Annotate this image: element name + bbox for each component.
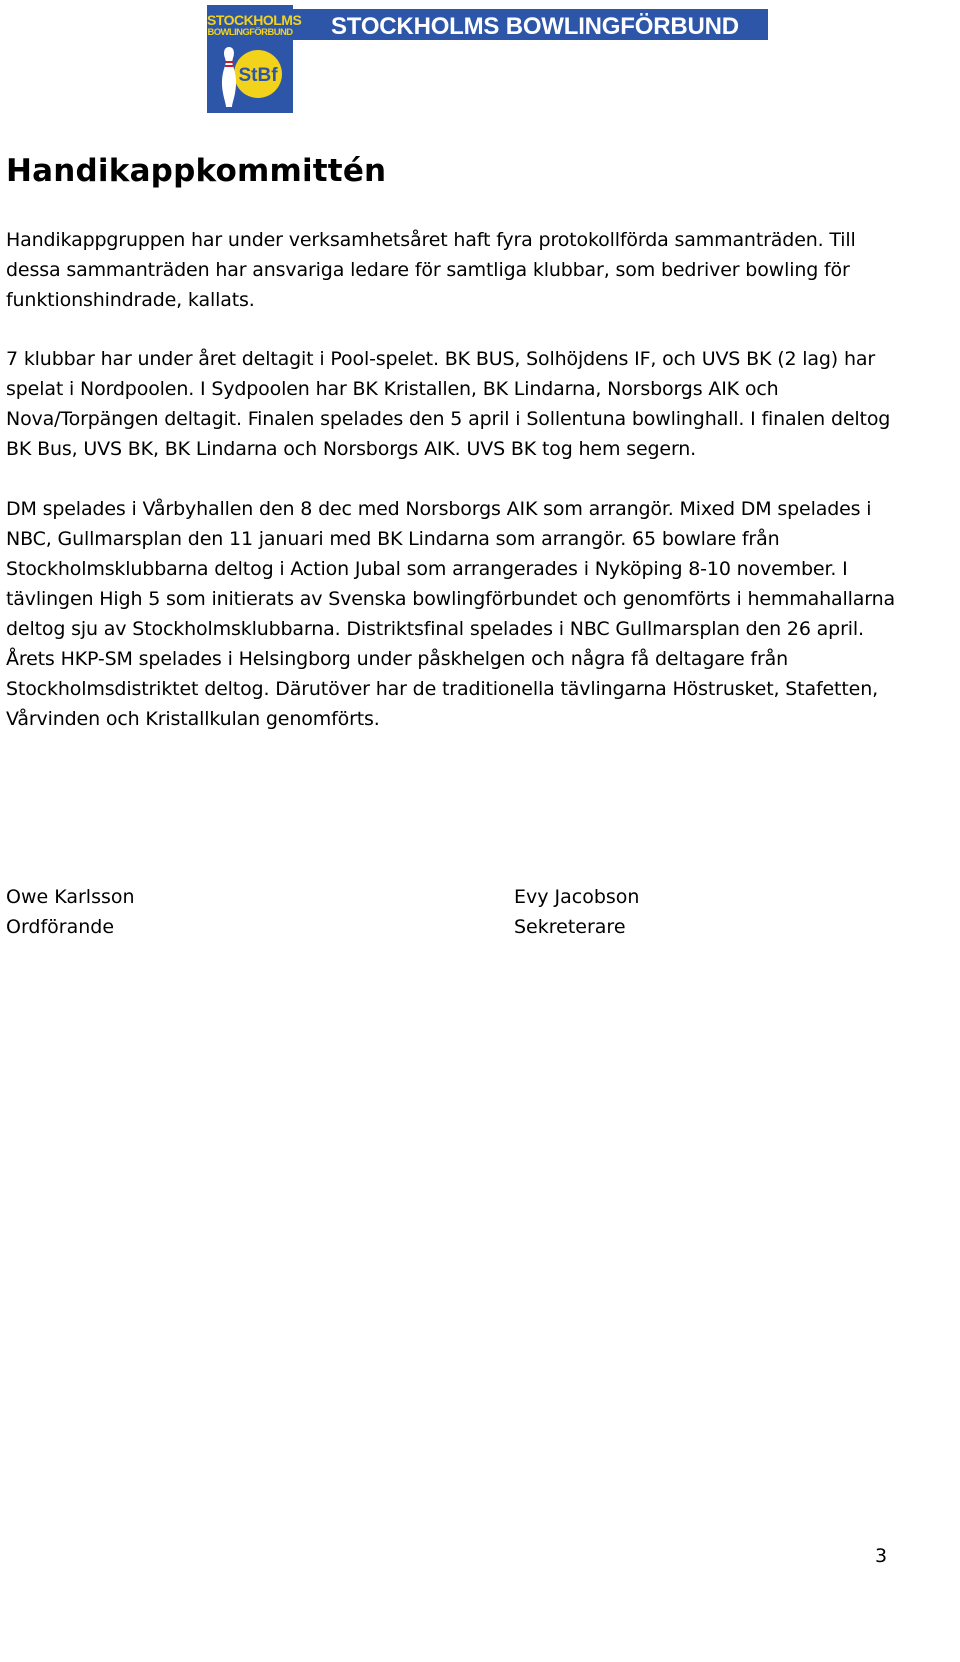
text-line: Vårvinden och Kristallkulan genomförts. xyxy=(6,708,380,730)
paragraph-pool-spelet xyxy=(6,344,890,464)
federation-logo xyxy=(207,5,302,113)
text-line: Handikappgruppen har under verksamhetsåret haft fyra protokollförda sammanträden. Till xyxy=(6,229,856,251)
text-line: dessa sammanträden har ansvariga ledare för samtliga klubbar, som bedriver bowling för xyxy=(6,259,850,281)
signature-name: Owe Karlsson xyxy=(6,886,135,908)
text-line: tävlingen High 5 som initierats av Svenska bowlingförbundet och genomförts i hemmahallarna xyxy=(6,588,895,610)
badge-text-line2: BOWLINGFÖRBUND xyxy=(207,27,293,38)
text-line: 7 klubbar har under året deltagit i Pool-spelet. BK BUS, Solhöjdens IF, och UVS BK (2 lag) har xyxy=(6,348,876,370)
header-logo xyxy=(207,5,768,113)
text-line: Stockholmsdistriktet deltog. Därutöver har de traditionella tävlingarna Höstrusket, Stafetten, xyxy=(6,678,878,700)
badge-text-line1: STOCKHOLMS xyxy=(207,12,302,28)
text-line: spelat i Nordpoolen. I Sydpoolen har BK Kristallen, BK Lindarna, Norsborgs AIK och xyxy=(6,378,779,400)
signature-chairman xyxy=(6,882,135,942)
text-line: DM spelades i Vårbyhallen den 8 dec med Norsborgs AIK som arrangör. Mixed DM spelades i xyxy=(6,498,872,520)
page-number: 3 xyxy=(875,1545,888,1567)
bowling-pin-icon xyxy=(215,41,285,111)
text-line: NBC, Gullmarsplan den 11 januari med BK Lindarna som arrangör. 65 bowlare från xyxy=(6,528,780,550)
signature-secretary xyxy=(514,882,639,942)
signature-role: Sekreterare xyxy=(514,916,626,938)
text-line: BK Bus, UVS BK, BK Lindarna och Norsborgs AIK. UVS BK tog hem segern. xyxy=(6,438,697,460)
page-title: Handikappkommittén xyxy=(6,153,387,189)
text-line: Stockholmsklubbarna deltog i Action Jubal som arrangerades i Nyköping 8-10 november. I xyxy=(6,558,848,580)
svg-text:StBf: StBf xyxy=(238,65,278,86)
text-line: Nova/Torpängen deltagit. Finalen spelades den 5 april i Sollentuna bowlinghall. I finalen deltog xyxy=(6,408,891,430)
text-line: Årets HKP-SM spelades i Helsingborg under påskhelgen och några få deltagare från xyxy=(6,648,789,670)
signature-name: Evy Jacobson xyxy=(514,886,640,908)
paragraph-dm-tavlingar xyxy=(6,494,895,734)
paragraph-handikappgruppen xyxy=(6,225,856,315)
banner-text: STOCKHOLMS BOWLINGFÖRBUND xyxy=(331,13,739,40)
text-line: funktionshindrade, kallats. xyxy=(6,289,255,311)
signature-role: Ordförande xyxy=(6,916,115,938)
text-line: deltog sju av Stockholmsklubbarna. Distriktsfinal spelades i NBC Gullmarsplan den 26 april. xyxy=(6,618,864,640)
